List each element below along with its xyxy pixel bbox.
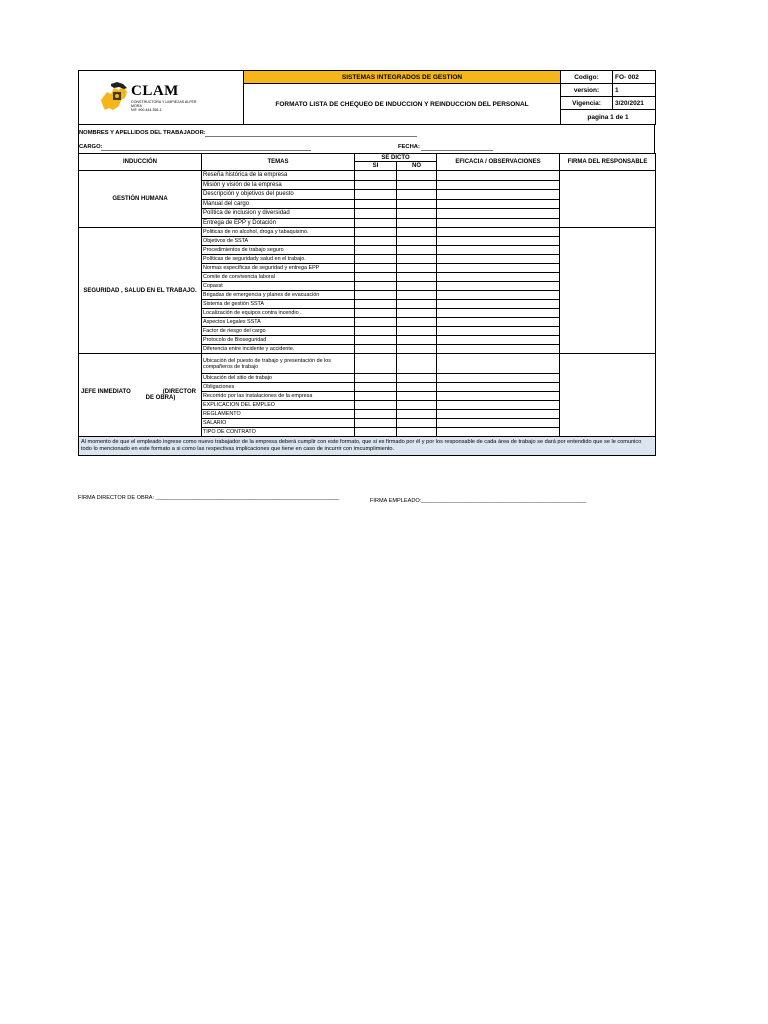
- no-cell[interactable]: [397, 218, 437, 228]
- no-cell[interactable]: [397, 282, 437, 291]
- eficacia-cell[interactable]: [437, 180, 560, 190]
- topic-cell: Manual del cargo: [202, 199, 355, 209]
- worker-info: [78, 125, 655, 153]
- no-cell[interactable]: [397, 180, 437, 190]
- topic-cell: Brigadas de emergencia y planes de evacuación: [202, 291, 355, 300]
- si-cell[interactable]: [355, 282, 397, 291]
- section-name: [79, 354, 202, 437]
- eficacia-cell[interactable]: [437, 171, 560, 181]
- firma-cell[interactable]: [560, 354, 656, 437]
- topic-cell: Factor de riesgo del cargo: [202, 327, 355, 336]
- firma-cell[interactable]: [560, 171, 656, 228]
- no-cell[interactable]: [397, 419, 437, 428]
- col-eficacia: EFICACIA / OBSERVACIONES: [437, 154, 560, 171]
- no-cell[interactable]: [397, 401, 437, 410]
- eficacia-cell[interactable]: [437, 419, 560, 428]
- section-name-left: JEFE INMEDIATO: [81, 389, 131, 395]
- validity-label: Vigencia:: [561, 97, 613, 110]
- topic-cell: SALARIO: [202, 419, 355, 428]
- eficacia-cell[interactable]: [437, 383, 560, 392]
- topic-cell: Ubicación del puesto de trabajo y presentación de los compañeros de trabajo: [202, 354, 355, 374]
- validity-value: 3/20/2021: [613, 97, 656, 110]
- topic-cell: Politicas de no alcohol, droga y tabaquismo.: [202, 228, 355, 237]
- logo-cell: [79, 71, 244, 125]
- no-cell[interactable]: [397, 392, 437, 401]
- no-cell[interactable]: [397, 246, 437, 255]
- no-cell[interactable]: [397, 354, 437, 374]
- code-label: Codigo:: [561, 71, 613, 84]
- form-title: FORMATO LISTA DE CHEQUEO DE INDUCCION Y REINDUCCION DEL PERSONAL: [244, 84, 561, 125]
- topic-cell: Descripción y objetivos del puesto: [202, 190, 355, 200]
- no-cell[interactable]: [397, 327, 437, 336]
- si-cell[interactable]: [355, 428, 397, 437]
- eficacia-cell[interactable]: [437, 273, 560, 282]
- no-cell[interactable]: [397, 209, 437, 219]
- si-cell[interactable]: [355, 374, 397, 383]
- eficacia-cell[interactable]: [437, 354, 560, 374]
- topic-cell: EXPLICACION DEL EMPLEO: [202, 401, 355, 410]
- eficacia-cell[interactable]: [437, 218, 560, 228]
- si-cell[interactable]: [355, 218, 397, 228]
- topic-cell: Reseña histórica de la empresa: [202, 171, 355, 181]
- si-cell[interactable]: [355, 273, 397, 282]
- eficacia-cell[interactable]: [437, 199, 560, 209]
- si-cell[interactable]: [355, 419, 397, 428]
- col-no: NO: [397, 162, 437, 171]
- eficacia-cell[interactable]: [437, 228, 560, 237]
- topic-cell: Recorrido por las instalaciones de la empresa: [202, 392, 355, 401]
- table-row: [79, 354, 656, 374]
- topic-cell: Copasst: [202, 282, 355, 291]
- eficacia-cell[interactable]: [437, 309, 560, 318]
- note-row: [79, 437, 656, 456]
- col-induccion: INDUCCIÓN: [79, 154, 202, 171]
- col-se-dicto: SE DICTO: [355, 154, 437, 162]
- eficacia-cell[interactable]: [437, 190, 560, 200]
- no-cell[interactable]: [397, 171, 437, 181]
- note-text: Al momento de que el empleado ingrese como nuevo trabajador de la empresa deberá cumplir con este formato, que si es firmado por él y por los responsable de cada área de trabajo se dará por entendido que se le comunico todo lo mencionado en este formato a si como las respectivas implicaciones que tiene en caso de incurrir con imcumplimiento.: [79, 437, 656, 456]
- si-cell[interactable]: [355, 327, 397, 336]
- topic-cell: Entrega de EPP y Dotación: [202, 218, 355, 228]
- no-cell[interactable]: [397, 318, 437, 327]
- topic-cell: Normas específicas de seguridad y entrega EPP: [202, 264, 355, 273]
- worker-name-field[interactable]: [205, 136, 417, 137]
- si-cell[interactable]: [355, 180, 397, 190]
- document: [78, 70, 655, 504]
- version-value: 1: [613, 84, 656, 97]
- topic-cell: REGLAMENTO: [202, 410, 355, 419]
- no-cell[interactable]: [397, 345, 437, 354]
- topic-cell: Protocolo de Bioseguridad: [202, 336, 355, 345]
- si-cell[interactable]: [355, 309, 397, 318]
- table-row: [79, 171, 656, 181]
- si-cell[interactable]: [355, 209, 397, 219]
- checklist-table: [78, 153, 656, 456]
- eficacia-cell[interactable]: [437, 209, 560, 219]
- eficacia-cell[interactable]: [437, 255, 560, 264]
- eficacia-cell[interactable]: [437, 237, 560, 246]
- code-value: FO- 002: [613, 71, 656, 84]
- topic-cell: Obligaciones: [202, 383, 355, 392]
- no-cell[interactable]: [397, 273, 437, 282]
- system-title: SISTEMAS INTEGRADOS DE GESTION: [244, 71, 561, 84]
- brand-subtitle-line2: NIT: 900.444.356-1: [131, 108, 162, 113]
- si-cell[interactable]: [355, 354, 397, 374]
- eficacia-cell[interactable]: [437, 282, 560, 291]
- eficacia-cell[interactable]: [437, 401, 560, 410]
- no-cell[interactable]: [397, 237, 437, 246]
- brand-subtitle-line1: CONSTRUCTORA Y LIMPIEZAS ALFER MORA: [131, 100, 197, 109]
- col-firma: FIRMA DEL RESPONSABLE: [560, 154, 656, 171]
- si-cell[interactable]: [355, 190, 397, 200]
- no-cell[interactable]: [397, 383, 437, 392]
- si-cell[interactable]: [355, 345, 397, 354]
- no-cell[interactable]: [397, 336, 437, 345]
- topic-cell: Política de inclusion y diversidad: [202, 209, 355, 219]
- eficacia-cell[interactable]: [437, 428, 560, 437]
- date-field[interactable]: [421, 150, 493, 151]
- si-cell[interactable]: [355, 199, 397, 209]
- no-cell[interactable]: [397, 300, 437, 309]
- si-cell[interactable]: [355, 246, 397, 255]
- si-cell[interactable]: [355, 392, 397, 401]
- col-temas: TEMAS: [202, 154, 355, 171]
- topic-cell: Objetivos de SSTA: [202, 237, 355, 246]
- no-cell[interactable]: [397, 374, 437, 383]
- no-cell[interactable]: [397, 255, 437, 264]
- si-cell[interactable]: [355, 318, 397, 327]
- eficacia-cell[interactable]: [437, 392, 560, 401]
- no-cell[interactable]: [397, 199, 437, 209]
- page-indicator: pagina 1 de 1: [561, 110, 656, 125]
- topic-cell: Sistema de gestión SSTA: [202, 300, 355, 309]
- no-cell[interactable]: [397, 190, 437, 200]
- director-signature[interactable]: FIRMA DIRECTOR DE OBRA: ___________________________________________________________: [78, 495, 340, 501]
- si-cell[interactable]: [355, 264, 397, 273]
- eficacia-cell[interactable]: [437, 300, 560, 309]
- no-cell[interactable]: [397, 291, 437, 300]
- topic-cell: Ubicación del sitio de trabajo: [202, 374, 355, 383]
- si-cell[interactable]: [355, 336, 397, 345]
- si-cell[interactable]: [355, 171, 397, 181]
- role-label: CARGO:: [79, 144, 103, 150]
- eficacia-cell[interactable]: [437, 410, 560, 419]
- eficacia-cell[interactable]: [437, 374, 560, 383]
- section-name-line2: DE OBRA): [145, 395, 176, 401]
- section-name-right: (DIRECTOR: [162, 389, 196, 395]
- section-name: SEGURIDAD , SALUD EN EL TRABAJO.: [79, 228, 202, 354]
- section-name: GESTIÓN HUMANA: [79, 171, 202, 228]
- topic-cell: Políticas de seguridady salud en el trabajo.: [202, 255, 355, 264]
- no-cell[interactable]: [397, 309, 437, 318]
- si-cell[interactable]: [355, 300, 397, 309]
- table-row: [79, 228, 656, 237]
- topic-cell: Misión y visión de la empresa: [202, 180, 355, 190]
- date-label: FECHA:: [398, 144, 420, 150]
- worker-name-label: NOMBRES Y APELLIDOS DEL TRABAJADOR:: [79, 130, 206, 136]
- si-cell[interactable]: [355, 410, 397, 419]
- form-header: [78, 70, 656, 125]
- topic-cell: Diferencia entre incidente y accidente.: [202, 345, 355, 354]
- si-cell[interactable]: [355, 401, 397, 410]
- eficacia-cell[interactable]: [437, 246, 560, 255]
- topic-cell: TIPO DE CONTRATO: [202, 428, 355, 437]
- no-cell[interactable]: [397, 428, 437, 437]
- si-cell[interactable]: [355, 255, 397, 264]
- employee-signature[interactable]: FIRMA EMPLEADO:_____________________________________________________: [370, 498, 587, 504]
- eficacia-cell[interactable]: [437, 345, 560, 354]
- no-cell[interactable]: [397, 228, 437, 237]
- eficacia-cell[interactable]: [437, 291, 560, 300]
- si-cell[interactable]: [355, 237, 397, 246]
- no-cell[interactable]: [397, 264, 437, 273]
- brand-subtitle: [131, 100, 201, 113]
- topic-cell: Aspectos Legales SSTA: [202, 318, 355, 327]
- si-cell[interactable]: [355, 291, 397, 300]
- topic-cell: Procedimientos de trabajo seguro: [202, 246, 355, 255]
- si-cell[interactable]: [355, 228, 397, 237]
- version-label: version:: [561, 84, 613, 97]
- brand-name: CLAM: [131, 83, 179, 99]
- firma-cell[interactable]: [560, 228, 656, 354]
- topic-cell: Comite de convivencia laboral: [202, 273, 355, 282]
- eficacia-cell[interactable]: [437, 264, 560, 273]
- role-field[interactable]: [101, 150, 311, 151]
- eficacia-cell[interactable]: [437, 327, 560, 336]
- col-si: SI: [355, 162, 397, 171]
- topic-cell: Localización de equipos contra incendio .: [202, 309, 355, 318]
- si-cell[interactable]: [355, 383, 397, 392]
- no-cell[interactable]: [397, 410, 437, 419]
- eficacia-cell[interactable]: [437, 336, 560, 345]
- eficacia-cell[interactable]: [437, 318, 560, 327]
